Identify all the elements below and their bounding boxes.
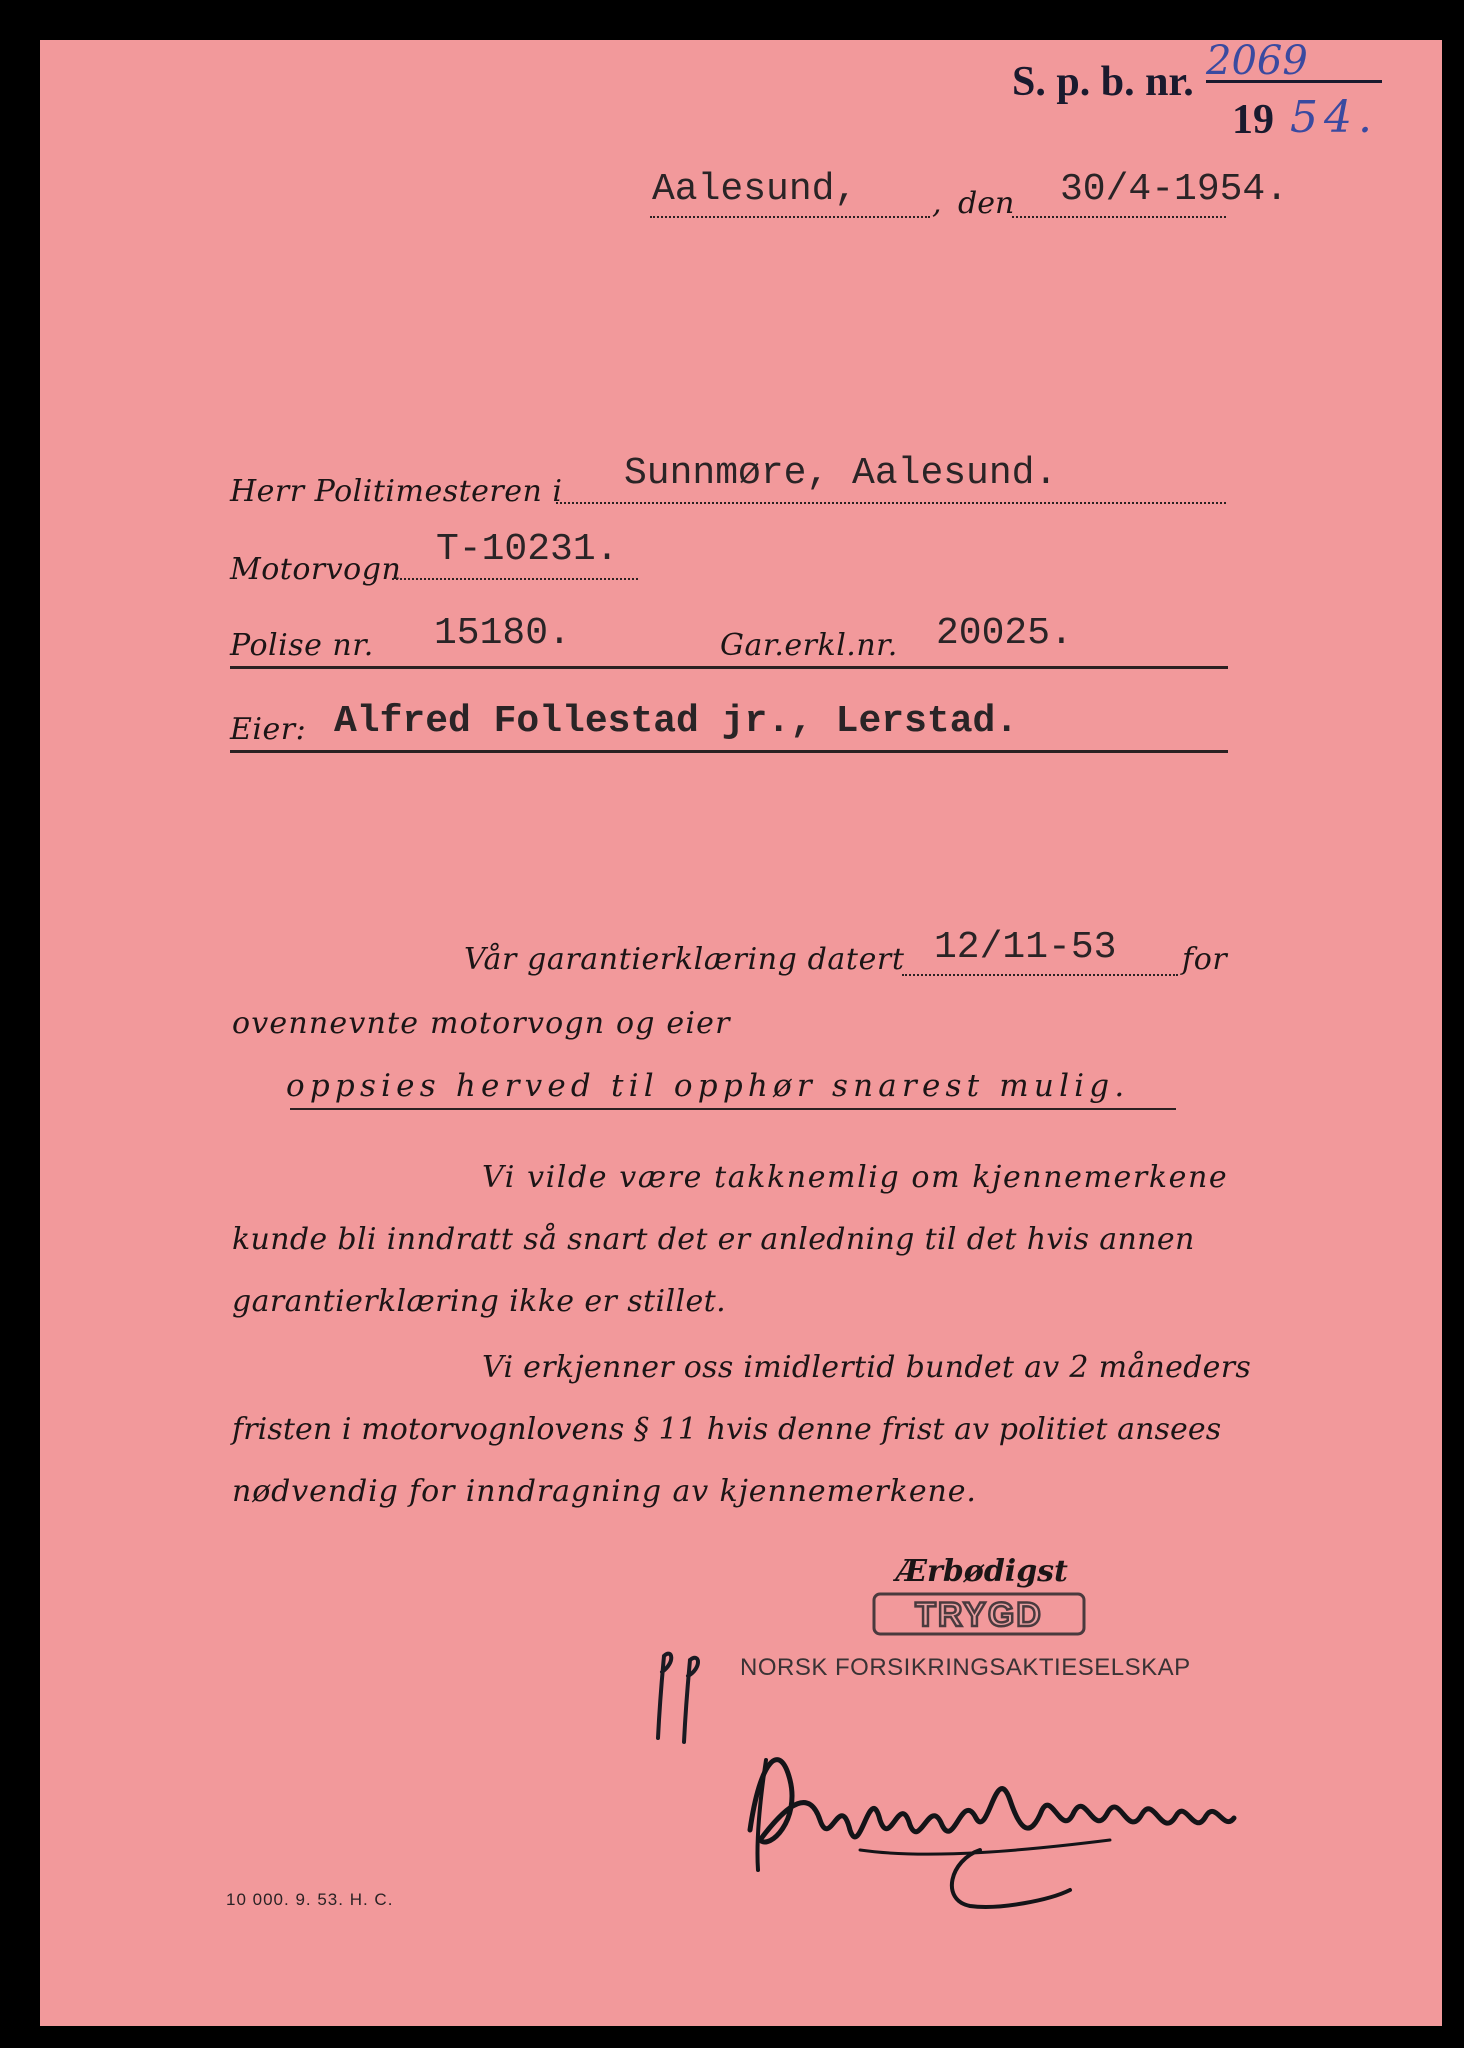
pp-mark: [650, 1638, 710, 1748]
owner-value: Alfred Follestad jr., Lerstad.: [334, 700, 1019, 743]
body-intro: Vår garantierklæring datert: [464, 942, 905, 977]
vehicle-label: Motorvogn: [230, 552, 402, 587]
recipient-value: Sunnmøre, Aalesund.: [624, 452, 1058, 495]
vehicle-dots: [392, 578, 638, 580]
ref-year-hand: 54.: [1290, 92, 1378, 143]
policy-rule: [230, 666, 1228, 669]
gar-label: Gar.erkl.nr.: [720, 628, 898, 663]
termination-text: oppsies herved til opphør snarest mulig.: [286, 1068, 1130, 1104]
termination-rule: [290, 1108, 1176, 1110]
para1-line2: kunde bli inndratt så snart det er anledning til det hvis annen: [232, 1222, 1195, 1257]
place-dots: [650, 216, 930, 218]
body-line2: ovennevnte motorvogn og eier: [232, 1006, 731, 1041]
signature: [730, 1700, 1250, 1920]
trygd-logo-graphic: [872, 1592, 1086, 1636]
policy-label: Polise nr.: [230, 628, 374, 663]
ref-underline: [1206, 80, 1382, 83]
vehicle-value: T-10231.: [436, 528, 619, 571]
para2-line3: nødvendig for inndragning av kjennemerkene.: [232, 1474, 977, 1509]
den-label: den: [958, 186, 1015, 221]
recipient-dots: [556, 502, 1226, 504]
closing-salutation: Ærbødigst: [896, 1554, 1068, 1589]
ref-number: 2069: [1206, 38, 1308, 84]
owner-label: Eier:: [230, 712, 307, 747]
para1-line3: garantierklæring ikke er stillet.: [232, 1284, 727, 1319]
body-intro-date: 12/11-53: [934, 926, 1117, 969]
company-name: NORSK FORSIKRINGSAKTIESELSKAP: [740, 1654, 1191, 1681]
policy-value: 15180.: [434, 612, 571, 655]
gar-value: 20025.: [936, 612, 1073, 655]
place-value: Aalesund,: [652, 168, 858, 211]
body-intro-for: for: [1182, 942, 1228, 977]
ref-year-printed: 19: [1232, 97, 1274, 143]
footer-print-code: 10 000. 9. 53. H. C.: [226, 1890, 394, 1909]
intro-date-dots: [902, 974, 1178, 976]
recipient-label: Herr Politimesteren i: [230, 474, 563, 509]
para2-line2: fristen i motorvognlovens § 11 hvis denne frist av politiet ansees: [232, 1412, 1222, 1447]
date-dots: [1012, 216, 1226, 218]
company-logo: [872, 1592, 1086, 1636]
para2-line1: Vi erkjenner oss imidlertid bundet av 2 måneders: [482, 1350, 1252, 1385]
date-value: 30/4-1954.: [1060, 168, 1289, 211]
ref-label: S. p. b. nr.: [1012, 59, 1194, 105]
company-logo-text: TRYGD: [915, 1596, 1043, 1634]
place-comma: ,: [932, 186, 942, 221]
para1-line1: Vi vilde være takknemlig om kjennemerkene: [482, 1160, 1229, 1195]
owner-rule: [230, 750, 1228, 753]
